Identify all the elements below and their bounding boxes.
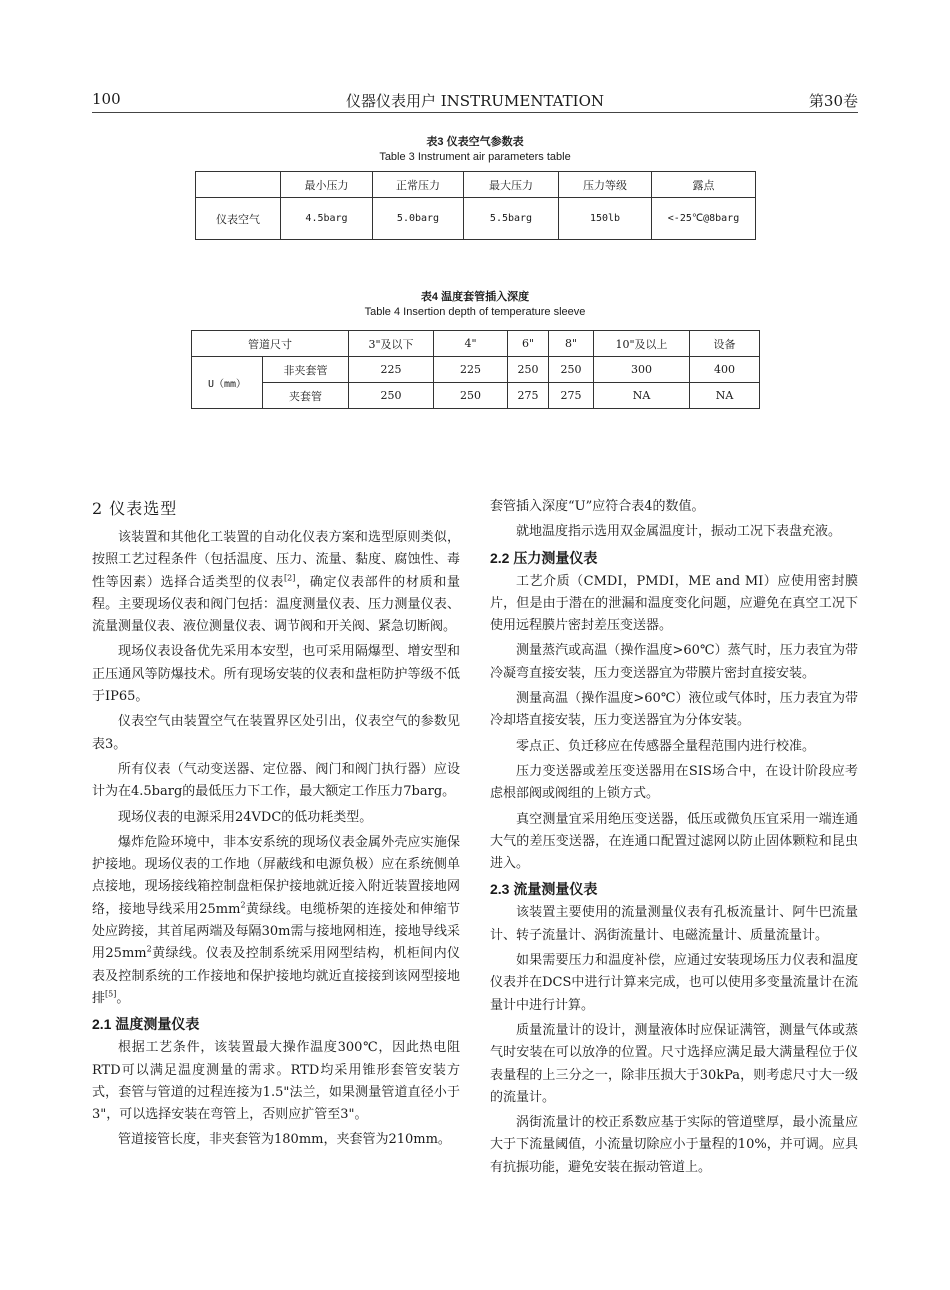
paragraph: 爆炸危险环境中，非本安系统的现场仪表金属外壳应实施保护接地。现场仪表的工作地（屏蔽线和电源负极）应在系统侧单点接地，现场接线箱控制盘柜保护接地就近接入附近装置接地网络，接地导线采用$25mm^2$黄绿线。电缆桥架的连接处和伸缩节处应跨接，其首尾两端及每隔30m需与接地网相连，接地导线采用$25mm^2$黄绿线。仪表及控制系统采用网型结构，机柜间内仪表及控制系统的工作接地和保护接地均就近直接接到该网型接地排[5]。 [92,834,460,1006]
citation-ref: [2] [284,573,296,583]
paragraph: 测量高温（操作温度>60℃）液位或气体时，压力表宜为带冷却塔直接安装，压力变送器宜为分体安装。 [490,691,858,729]
table4-caption-zh: 表4 温度套管插入深度 [420,291,530,303]
paragraph: 涡街流量计的校正系数应基于实际的管道壁厚，最小流量应大于下流量阈值，小流量切除应小于量程的10%，并可调。应具有抗振功能，避免安装在振动管道上。 [490,1115,858,1175]
table4-cell: 250 [508,357,549,383]
table4-row-label: 夹套管 [263,383,349,409]
subsection-heading: 2.2 压力测量仪表 [490,549,598,566]
table4-cell: 225 [434,357,508,383]
table4-size-cell: 6" [508,331,549,357]
table3-caption-en: Table 3 Instrument air parameters table [379,151,571,163]
table4 [191,330,760,409]
table4-size-cell: 10"及以上 [594,331,690,357]
table3-cell: <-25℃@8barg [652,198,756,240]
table4-size-cell: 8" [549,331,594,357]
table3-cell: 4.5barg [281,198,373,240]
paragraph: 现场仪表设备优先采用本安型，也可采用隔爆型、增安型和正压通风等防爆技术。所有现场安装的仪表和盘柜防护等级不低于IP65。 [92,644,460,705]
right-column [490,496,858,1182]
paragraph: 如果需要压力和温度补偿，应通过安装现场压力仪表和温度仪表并在DCS中进行计算来完成，也可以使用多变量流量计在流量计中进行计算。 [490,953,858,1013]
citation-ref: [5] [105,989,117,999]
paragraph: 该装置和其他化工装置的自动化仪表方案和选型原则类似，按照工艺过程条件（包括温度、压力、流量、黏度、腐蚀性、毒性等因素）选择合适类型的仪表[2]，确定仪表部件的材质和量程。主要现场仪表和阀门包括：温度测量仪表、压力测量仪表、流量测量仪表、液位测量仪表、调节阀和开关阀、紧急切断阀。 [92,530,460,635]
table4-size-cell: 设备 [690,331,760,357]
table3-cell: 150lb [559,198,652,240]
paragraph: 套管插入深度“U”应符合表4的数值。 [490,499,705,514]
running-header [92,88,858,113]
paragraph: 工艺介质（CMDI，PMDI，ME and MI）应使用密封膜片，但是由于潜在的泄漏和温度变化问题，应避免在真空工况下使用远程膜片密封差压变送器。 [490,573,858,634]
paragraph: 真空测量宜采用绝压变送器，低压或微负压宜采用一端连通大气的差压变送器，在连通口配置过滤网以防止固体颗粒和昆虫进入。 [490,811,858,872]
table3-header-cell: 压力等级 [559,172,652,198]
table3-cell: 5.0barg [373,198,464,240]
paragraph: 测量蒸汽或高温（操作温度>60℃）蒸气时，压力表宜为带冷凝弯直接安装，压力变送器宜为带膜片密封直接安装。 [490,643,858,681]
table3-caption-zh: 表3 仪表空气参数表 [426,136,524,148]
paragraph: 零点正、负迁移应在传感器全量程范围内进行校准。 [516,738,816,754]
table4-header-row [192,331,760,357]
table4-cell: 275 [508,383,549,409]
table3-caption [0,134,950,165]
paragraph: 该装置主要使用的流量测量仪表有孔板流量计、阿牛巴流量计、转子流量计、涡街流量计、电磁流量计、质量流量计。 [490,905,858,943]
left-column [92,496,460,1155]
table4-cell: 225 [349,357,434,383]
table4-row-group: U（mm） [192,357,263,409]
table4-size-cell: 4" [434,331,508,357]
table4-cell: NA [690,383,760,409]
table4-cell: 250 [549,357,594,383]
table4-cell: 300 [594,357,690,383]
table3 [195,171,756,240]
table3-header-row [196,172,756,198]
table4-row [192,383,760,409]
paragraph: 质量流量计的设计，测量液体时应保证满管，测量气体或蒸气时安装在可以放净的位置。尺寸选择应满足最大满量程位于仪表量程的上三分之一，除非压损大于30kPa，则考虑尺寸大一级的流量计。 [490,1022,858,1105]
table4-cell: 250 [434,383,508,409]
paragraph: 压力变送器或差压变送器用在SIS场合中，在设计阶段应考虑根部阀或阀组的上锁方式。 [490,763,858,802]
table3-header-cell [196,172,281,198]
journal-title: 仪器仪表用户 INSTRUMENTATION [345,92,605,110]
paragraph: 所有仪表（气动变送器、定位器、阀门和阀门执行器）应设计为在4.5barg的最低压力下工作，最大额定工作压力7barg。 [92,761,460,800]
table3-cell: 仪表空气 [196,198,281,240]
table3-header-cell: 正常压力 [373,172,464,198]
table4-header-label: 管道尺寸 [192,331,349,357]
table3-cell: 5.5barg [464,198,559,240]
paragraph: 仪表空气由装置空气在装置界区处引出，仪表空气的参数见表3。 [92,714,460,752]
superscript: 2 [146,945,152,955]
page-number: 100 [92,90,121,108]
table3-header-cell: 最大压力 [464,172,559,198]
table3-data-row [196,198,756,240]
superscript: 2 [240,900,246,910]
table4-caption [0,289,950,320]
section-heading: 2 仪表选型 [92,499,178,518]
table4-cell: 400 [690,357,760,383]
table4-row-label: 非夹套管 [263,357,349,383]
table4-cell: 250 [349,383,434,409]
table4-row [192,357,760,383]
volume-label: 第30卷 [808,92,858,110]
subsection-heading: 2.3 流量测量仪表 [490,881,598,898]
table4-size-cell: 3"及以下 [349,331,434,357]
table3-header-cell: 最小压力 [281,172,373,198]
paragraph: 根据工艺条件，该装置最大操作温度300℃，因此热电阻RTD可以满足温度测量的需求。RTD均采用锥形套管安装方式，套管与管道的过程连接为1.5"法兰，如果测量管道直径小于3"，可以选择安装在弯管上，否则应扩管至3"。 [92,1040,460,1123]
subsection-heading: 2.1 温度测量仪表 [92,1016,200,1033]
paragraph: 就地温度指示选用双金属温度计，振动工况下表盘充液。 [516,524,842,540]
paragraph: 管道接管长度，非夹套管为180mm，夹套管为210mm。 [118,1132,451,1148]
table4-cell: NA [594,383,690,409]
table4-cell: 275 [549,383,594,409]
table3-header-cell: 露点 [652,172,756,198]
paragraph: 现场仪表的电源采用24VDC的低功耗类型。 [118,809,373,825]
table4-caption-en: Table 4 Insertion depth of temperature sleeve [364,306,586,318]
